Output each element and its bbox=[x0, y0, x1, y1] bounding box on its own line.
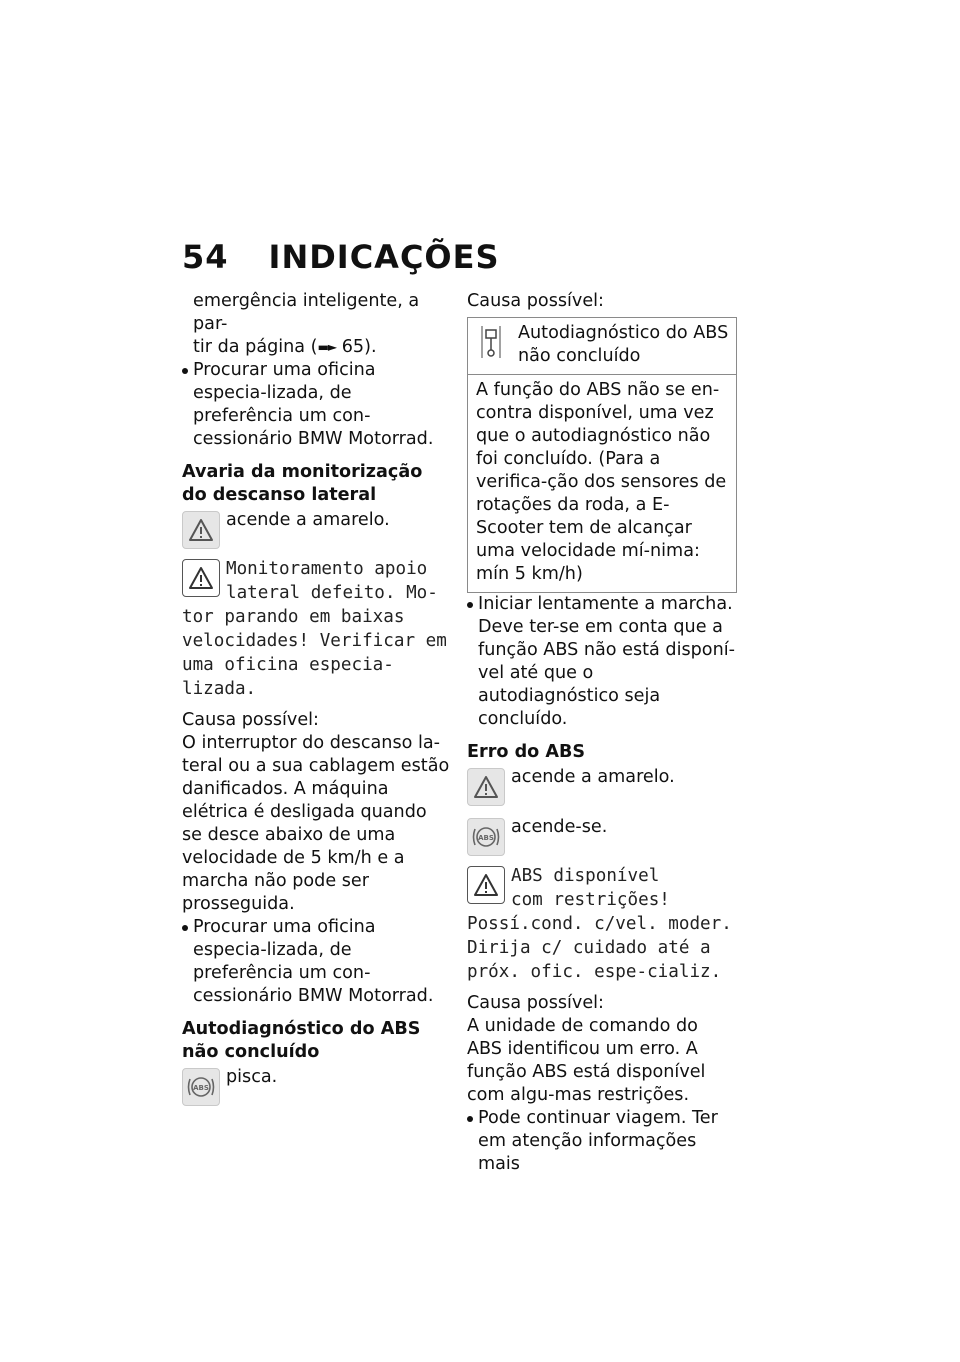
display-message-line-1: ABS disponível bbox=[511, 866, 660, 886]
warning-triangle-icon bbox=[467, 768, 505, 806]
indicator-state-text: acende a amarelo. bbox=[511, 767, 675, 787]
display-message-rest: Possí.cond. c/vel. moder. Dirija c/ cuidado até a próx. ofic. espe-cializ. bbox=[467, 914, 732, 982]
cause-label: Causa possível: bbox=[182, 710, 319, 730]
svg-text:ABS: ABS bbox=[478, 834, 494, 842]
abs-icon bbox=[467, 818, 505, 856]
page-title: INDICAÇÕES bbox=[268, 238, 500, 276]
indicator-state-text: acende a amarelo. bbox=[226, 510, 390, 530]
warning-triangle-outline-icon bbox=[182, 559, 220, 597]
info-box-body: A função do ABS não se en-contra disponível, uma vez que o autodiagnóstico não foi concluído. (Para a verifica-ção dos sensores de rotações da roda, a E-Scooter tem de alcançar uma velocidade mí-nima: mín 5 km/h) bbox=[476, 380, 727, 584]
indicator-state-text: pisca. bbox=[226, 1067, 278, 1087]
info-box bbox=[467, 317, 737, 593]
indicator-state-text: acende-se. bbox=[511, 817, 608, 837]
cause-label: Causa possível: bbox=[467, 291, 604, 311]
list-item: Procurar uma oficina especia-lizada, de preferência um con-cessionário BMW Motorrad. bbox=[182, 916, 450, 1008]
page-reference-link[interactable]: 65). bbox=[341, 337, 377, 357]
continued-line-2: tir da página ( bbox=[193, 337, 318, 357]
info-box-title: Autodiagnóstico do ABS não concluído bbox=[518, 323, 729, 366]
cause-text: A unidade de comando do ABS identificou um erro. A função ABS está disponível com algu-mas restrições. bbox=[467, 1016, 706, 1105]
section-heading-abs-selfdiag: Autodiagnóstico do ABS não concluído bbox=[182, 1019, 421, 1062]
display-message-rest: lateral defeito. Mo-tor parando em baixas velocidades! Verificar em uma oficina especia-lizada. bbox=[182, 583, 447, 699]
display-message-line-1: Monitoramento apoio bbox=[226, 559, 428, 579]
indicator-light-row bbox=[182, 1066, 450, 1106]
warning-triangle-outline-icon bbox=[467, 866, 505, 904]
list-item: Iniciar lentamente a marcha. Deve ter-se em conta que a função ABS não está disponí-vel até que o autodiagnóstico seja concluído. bbox=[467, 593, 737, 731]
svg-text:ABS: ABS bbox=[193, 1084, 209, 1092]
indicator-light-row bbox=[467, 816, 737, 856]
display-message bbox=[467, 864, 737, 984]
display-message bbox=[182, 557, 450, 701]
list-item: Procurar uma oficina especia-lizada, de preferência um con-cessionário BMW Motorrad. bbox=[182, 359, 450, 451]
warning-triangle-icon bbox=[182, 511, 220, 549]
diagnostic-icon bbox=[478, 324, 504, 367]
section-heading-side-stand: Avaria da monitorização do descanso lateral bbox=[182, 462, 423, 505]
info-box-header bbox=[468, 318, 736, 375]
continued-text bbox=[182, 290, 450, 359]
left-column bbox=[182, 290, 450, 1106]
display-message-line-2: com restrições! bbox=[511, 890, 670, 910]
page-number: 54 bbox=[182, 238, 229, 276]
section-heading-abs-error: Erro do ABS bbox=[467, 742, 586, 762]
indicator-light-row bbox=[182, 509, 450, 549]
cause-text: O interruptor do descanso la-teral ou a sua cablagem estão danificados. A máquina elétrica é desligada quando se desce abaixo de uma velocidade de 5 km/h e a marcha não pode ser prosseguida. bbox=[182, 733, 450, 914]
list-item: Pode continuar viagem. Ter em atenção informações mais bbox=[467, 1107, 737, 1176]
indicator-light-row bbox=[467, 766, 737, 806]
continued-line-1: emergência inteligente, a par- bbox=[193, 291, 420, 334]
page-header bbox=[182, 238, 500, 276]
abs-icon bbox=[182, 1068, 220, 1106]
right-column bbox=[467, 290, 737, 1176]
cause-label: Causa possível: bbox=[467, 993, 604, 1013]
page-ref-arrow-icon: ▬► bbox=[317, 340, 337, 354]
